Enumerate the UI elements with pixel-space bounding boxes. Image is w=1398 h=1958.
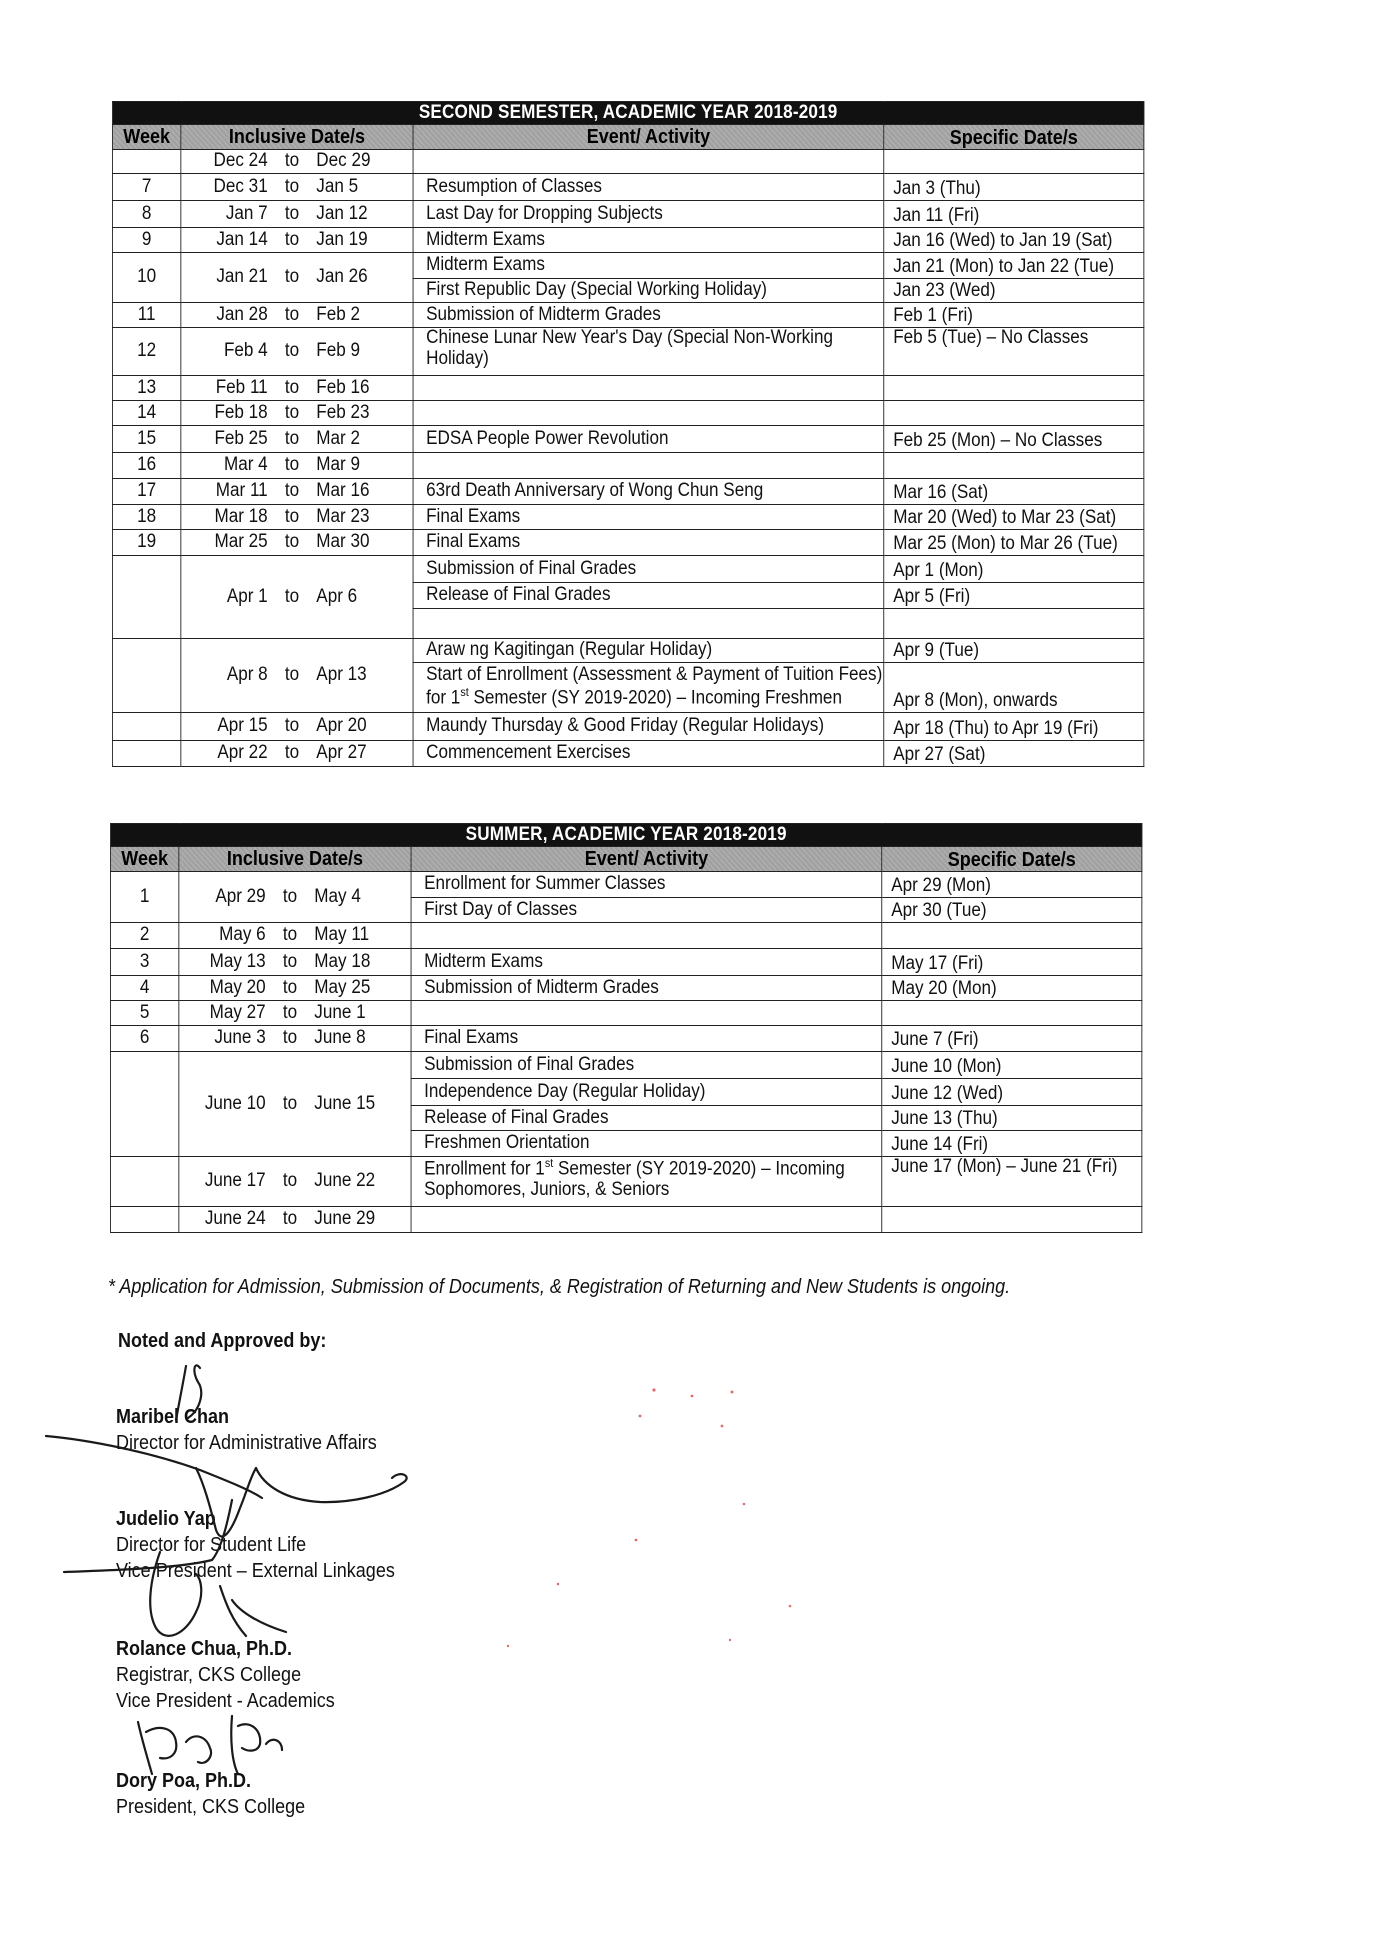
specific-date-cell: Feb 25 (Mon) – No Classes bbox=[884, 426, 1144, 453]
week-cell: 7 bbox=[112, 174, 180, 201]
date-range-cell bbox=[181, 453, 413, 479]
specific-date-cell: Apr 30 (Tue) bbox=[882, 898, 1142, 923]
specific-date-cell: Apr 1 (Mon) bbox=[884, 556, 1144, 583]
specific-date-cell: Jan 3 (Thu) bbox=[884, 174, 1144, 201]
range-start: May 20 bbox=[209, 976, 266, 998]
column-header-event: Event/ Activity bbox=[413, 125, 884, 150]
week-cell: 9 bbox=[112, 228, 180, 253]
signatory-block bbox=[116, 1768, 305, 1820]
range-to: to bbox=[284, 175, 300, 197]
week-cell: 18 bbox=[112, 505, 180, 530]
range-end: Feb 9 bbox=[316, 340, 361, 362]
range-to: to bbox=[284, 664, 300, 686]
column-header-week: Week bbox=[112, 125, 180, 150]
table-row bbox=[112, 741, 1143, 767]
date-range-cell bbox=[181, 253, 413, 303]
week-cell: 12 bbox=[112, 328, 180, 376]
event-cell bbox=[413, 609, 884, 639]
week-cell: 4 bbox=[110, 976, 178, 1001]
date-range-cell bbox=[179, 1207, 411, 1233]
week-cell bbox=[110, 1207, 178, 1233]
range-start: June 24 bbox=[204, 1208, 266, 1230]
range-start: Mar 18 bbox=[214, 505, 268, 527]
week-cell bbox=[112, 150, 180, 174]
week-cell bbox=[112, 741, 180, 767]
signatory-title: Director for Student Life bbox=[116, 1534, 307, 1556]
specific-date-cell bbox=[882, 923, 1142, 949]
date-range bbox=[181, 665, 412, 686]
specific-date-cell: May 17 (Fri) bbox=[882, 949, 1142, 976]
table-row bbox=[110, 1052, 1141, 1079]
week-cell: 17 bbox=[112, 479, 180, 505]
range-start: Apr 22 bbox=[217, 742, 268, 764]
specific-date-cell: June 7 (Fri) bbox=[882, 1026, 1142, 1052]
signatory-block bbox=[116, 1506, 395, 1584]
specific-date-cell: Jan 23 (Wed) bbox=[884, 279, 1144, 303]
date-range-cell bbox=[181, 556, 413, 639]
range-start: Jan 14 bbox=[216, 228, 268, 250]
table-row bbox=[112, 303, 1143, 328]
range-start: May 27 bbox=[209, 1001, 266, 1023]
range-start: Apr 1 bbox=[226, 585, 268, 607]
specific-date-cell: June 17 (Mon) – June 21 (Fri) bbox=[882, 1157, 1142, 1207]
date-range-cell bbox=[179, 949, 411, 976]
event-cell: Submission of Final Grades bbox=[411, 1052, 882, 1079]
signatory-title: President, CKS College bbox=[116, 1796, 306, 1818]
range-end: May 4 bbox=[314, 885, 361, 907]
table-row bbox=[112, 228, 1143, 253]
event-cell: Final Exams bbox=[413, 505, 884, 530]
range-end: June 22 bbox=[314, 1170, 376, 1192]
date-range-cell bbox=[181, 150, 413, 174]
specific-date-cell bbox=[884, 453, 1144, 479]
event-cell: Freshmen Orientation bbox=[411, 1131, 882, 1157]
range-start: Dec 24 bbox=[213, 150, 268, 172]
date-range-cell bbox=[181, 228, 413, 253]
date-range bbox=[181, 403, 412, 424]
date-range-cell bbox=[181, 401, 413, 426]
range-start: June 17 bbox=[204, 1170, 266, 1192]
range-start: May 6 bbox=[219, 924, 266, 946]
table-row bbox=[112, 556, 1143, 583]
range-end: Mar 30 bbox=[316, 531, 370, 553]
date-range bbox=[181, 481, 412, 502]
range-start: Jan 28 bbox=[216, 303, 268, 325]
date-range bbox=[179, 1028, 410, 1049]
week-cell: 14 bbox=[112, 401, 180, 426]
range-end: Feb 2 bbox=[316, 303, 361, 325]
week-cell: 3 bbox=[110, 949, 178, 976]
specific-date-cell: Jan 16 (Wed) to Jan 19 (Sat) bbox=[884, 228, 1144, 253]
range-to: to bbox=[284, 454, 300, 476]
date-range bbox=[181, 743, 412, 764]
range-start: Jan 21 bbox=[216, 266, 268, 288]
range-end: Mar 23 bbox=[316, 505, 370, 527]
range-start: Feb 11 bbox=[215, 376, 268, 398]
signatory-name: Maribel Chan bbox=[116, 1406, 230, 1428]
table-row bbox=[112, 713, 1143, 741]
specific-date-cell bbox=[882, 1001, 1142, 1026]
table-row bbox=[110, 872, 1141, 898]
range-start: Apr 29 bbox=[215, 885, 266, 907]
range-start: Apr 8 bbox=[226, 664, 268, 686]
range-end: Apr 6 bbox=[316, 585, 358, 607]
specific-date-cell: May 20 (Mon) bbox=[882, 976, 1142, 1001]
specific-date-cell: Feb 5 (Tue) – No Classes bbox=[884, 328, 1144, 376]
date-range bbox=[181, 587, 412, 608]
range-to: to bbox=[282, 1170, 298, 1192]
week-cell: 6 bbox=[110, 1026, 178, 1052]
date-range-cell bbox=[179, 1052, 411, 1157]
week-cell bbox=[112, 639, 180, 713]
date-range bbox=[179, 1003, 410, 1024]
table-row bbox=[110, 1026, 1141, 1052]
range-end: May 25 bbox=[314, 976, 371, 998]
table-row bbox=[112, 174, 1143, 201]
date-range-cell bbox=[181, 713, 413, 741]
range-start: Dec 31 bbox=[213, 175, 268, 197]
date-range bbox=[181, 305, 412, 326]
date-range bbox=[181, 267, 412, 288]
event-cell: Last Day for Dropping Subjects bbox=[413, 201, 884, 228]
signatory-title: Director for Administrative Affairs bbox=[116, 1432, 377, 1454]
table-row bbox=[112, 201, 1143, 228]
table-title: SUMMER, ACADEMIC YEAR 2018-2019 bbox=[110, 824, 1141, 847]
event-cell: Midterm Exams bbox=[413, 253, 884, 279]
week-cell bbox=[110, 1052, 178, 1157]
specific-date-cell bbox=[884, 376, 1144, 401]
table-title: SECOND SEMESTER, ACADEMIC YEAR 2018-2019 bbox=[112, 102, 1143, 125]
range-start: Feb 25 bbox=[214, 427, 268, 449]
summer-table bbox=[110, 823, 1142, 1233]
week-cell: 10 bbox=[112, 253, 180, 303]
table-row bbox=[112, 328, 1143, 376]
range-to: to bbox=[284, 427, 300, 449]
column-header-specific: Specific Date/s bbox=[882, 847, 1142, 872]
range-start: June 3 bbox=[214, 1027, 266, 1049]
event-cell: Submission of Midterm Grades bbox=[411, 976, 882, 1001]
event-cell: Independence Day (Regular Holiday) bbox=[411, 1079, 882, 1106]
specific-date-cell: June 12 (Wed) bbox=[882, 1079, 1142, 1106]
range-to: to bbox=[284, 480, 300, 502]
range-to: to bbox=[284, 202, 300, 224]
specific-date-cell: Mar 16 (Sat) bbox=[884, 479, 1144, 505]
date-range-cell bbox=[181, 201, 413, 228]
range-end: Dec 29 bbox=[316, 150, 371, 172]
range-to: to bbox=[284, 401, 300, 423]
week-cell bbox=[112, 556, 180, 639]
range-end: Jan 26 bbox=[316, 266, 368, 288]
event-cell bbox=[413, 150, 884, 174]
date-range bbox=[181, 341, 412, 362]
range-to: to bbox=[284, 340, 300, 362]
specific-date-cell: Mar 20 (Wed) to Mar 23 (Sat) bbox=[884, 505, 1144, 530]
week-cell: 11 bbox=[112, 303, 180, 328]
date-range-cell bbox=[181, 303, 413, 328]
range-start: Feb 18 bbox=[214, 401, 268, 423]
range-end: May 11 bbox=[314, 924, 370, 946]
event-cell: First Republic Day (Special Working Holiday) bbox=[413, 279, 884, 303]
table-body bbox=[112, 150, 1143, 767]
range-end: Feb 23 bbox=[316, 401, 370, 423]
event-cell: Enrollment for Summer Classes bbox=[411, 872, 882, 898]
range-to: to bbox=[284, 742, 300, 764]
signatory-name: Dory Poa, Ph.D. bbox=[116, 1770, 252, 1792]
event-cell: Enrollment for 1st Semester (SY 2019-2020) – Incoming Sophomores, Juniors, & Seniors bbox=[411, 1157, 882, 1207]
approval-heading: Noted and Approved by: bbox=[118, 1330, 327, 1352]
specific-date-cell: June 14 (Fri) bbox=[882, 1131, 1142, 1157]
range-start: May 13 bbox=[209, 950, 266, 972]
range-start: Jan 7 bbox=[225, 202, 268, 224]
date-range bbox=[181, 455, 412, 476]
signatory-title: Vice President – External Linkages bbox=[116, 1560, 395, 1582]
range-to: to bbox=[284, 266, 300, 288]
column-header-event: Event/ Activity bbox=[411, 847, 882, 872]
specific-date-cell bbox=[884, 609, 1144, 639]
date-range bbox=[179, 1171, 410, 1192]
range-to: to bbox=[282, 924, 298, 946]
date-range-cell bbox=[181, 530, 413, 556]
date-range bbox=[181, 532, 412, 553]
event-cell: Midterm Exams bbox=[413, 228, 884, 253]
range-to: to bbox=[284, 531, 300, 553]
date-range bbox=[181, 204, 412, 225]
table-row bbox=[110, 1207, 1141, 1233]
event-cell: Start of Enrollment (Assessment & Payment of Tuition Fees) for 1st Semester (SY 2019-2020) – Incoming Freshmen bbox=[413, 663, 884, 713]
signatory-title: Vice President - Academics bbox=[116, 1690, 335, 1712]
week-cell bbox=[112, 713, 180, 741]
date-range-cell bbox=[179, 923, 411, 949]
range-start: Mar 25 bbox=[214, 531, 268, 553]
signatory-title: Registrar, CKS College bbox=[116, 1664, 302, 1686]
event-cell bbox=[413, 401, 884, 426]
range-end: Mar 16 bbox=[316, 480, 370, 502]
column-header-specific: Specific Date/s bbox=[884, 125, 1144, 150]
range-to: to bbox=[284, 376, 300, 398]
table-row bbox=[112, 426, 1143, 453]
event-cell bbox=[411, 1001, 882, 1026]
range-end: Feb 16 bbox=[316, 376, 370, 398]
specific-date-cell: Apr 18 (Thu) to Apr 19 (Fri) bbox=[884, 713, 1144, 741]
specific-date-cell: Jan 21 (Mon) to Jan 22 (Tue) bbox=[884, 253, 1144, 279]
range-to: to bbox=[284, 585, 300, 607]
date-range-cell bbox=[179, 1001, 411, 1026]
specific-date-cell: June 10 (Mon) bbox=[882, 1052, 1142, 1079]
date-range-cell bbox=[179, 1026, 411, 1052]
event-cell: Resumption of Classes bbox=[413, 174, 884, 201]
date-range-cell bbox=[181, 639, 413, 713]
range-end: June 15 bbox=[314, 1092, 376, 1114]
range-start: June 10 bbox=[204, 1092, 266, 1114]
range-to: to bbox=[284, 715, 300, 737]
table-row bbox=[112, 150, 1143, 174]
signature-poa bbox=[138, 1716, 282, 1774]
range-end: June 29 bbox=[314, 1208, 376, 1230]
column-header-week: Week bbox=[110, 847, 178, 872]
table-body bbox=[110, 872, 1141, 1233]
date-range-cell bbox=[179, 976, 411, 1001]
range-end: May 18 bbox=[314, 950, 371, 972]
range-end: Apr 27 bbox=[316, 742, 367, 764]
date-range bbox=[181, 716, 412, 737]
range-end: Jan 19 bbox=[316, 228, 368, 250]
table-row bbox=[112, 253, 1143, 279]
date-range bbox=[181, 507, 412, 528]
date-range bbox=[181, 429, 412, 450]
week-cell: 13 bbox=[112, 376, 180, 401]
range-to: to bbox=[282, 1001, 298, 1023]
table-row bbox=[112, 530, 1143, 556]
specific-date-cell bbox=[884, 150, 1144, 174]
event-cell: 63rd Death Anniversary of Wong Chun Seng bbox=[413, 479, 884, 505]
table-row bbox=[110, 976, 1141, 1001]
signatory-block bbox=[116, 1636, 335, 1714]
specific-date-cell: Apr 27 (Sat) bbox=[884, 741, 1144, 767]
date-range-cell bbox=[181, 174, 413, 201]
event-cell: Release of Final Grades bbox=[411, 1106, 882, 1131]
range-start: Mar 4 bbox=[223, 454, 268, 476]
event-cell: Araw ng Kagitingan (Regular Holiday) bbox=[413, 639, 884, 663]
date-range-cell bbox=[181, 328, 413, 376]
range-to: to bbox=[282, 1027, 298, 1049]
date-range bbox=[179, 978, 410, 999]
week-cell: 8 bbox=[112, 201, 180, 228]
second-semester-table bbox=[112, 101, 1144, 767]
specific-date-cell: Mar 25 (Mon) to Mar 26 (Tue) bbox=[884, 530, 1144, 556]
week-cell: 19 bbox=[112, 530, 180, 556]
event-cell bbox=[411, 923, 882, 949]
date-range bbox=[181, 177, 412, 198]
range-start: Feb 4 bbox=[223, 340, 268, 362]
range-end: Jan 12 bbox=[316, 202, 368, 224]
range-end: Mar 2 bbox=[316, 427, 361, 449]
range-end: June 1 bbox=[314, 1001, 366, 1023]
table-row bbox=[110, 949, 1141, 976]
table-row bbox=[112, 479, 1143, 505]
date-range bbox=[181, 378, 412, 399]
range-to: to bbox=[282, 1208, 298, 1230]
specific-date-cell: Apr 29 (Mon) bbox=[882, 872, 1142, 898]
event-cell bbox=[413, 453, 884, 479]
event-cell: Release of Final Grades bbox=[413, 583, 884, 609]
date-range-cell bbox=[181, 741, 413, 767]
date-range-cell bbox=[181, 479, 413, 505]
specific-date-cell: Jan 11 (Fri) bbox=[884, 201, 1144, 228]
date-range-cell bbox=[181, 505, 413, 530]
table-row bbox=[112, 505, 1143, 530]
event-cell: EDSA People Power Revolution bbox=[413, 426, 884, 453]
event-cell bbox=[411, 1207, 882, 1233]
event-cell: Submission of Midterm Grades bbox=[413, 303, 884, 328]
event-cell: Midterm Exams bbox=[411, 949, 882, 976]
range-to: to bbox=[284, 228, 300, 250]
table-row bbox=[110, 1001, 1141, 1026]
date-range-cell bbox=[179, 872, 411, 923]
event-cell bbox=[413, 376, 884, 401]
date-range bbox=[179, 1094, 410, 1115]
signatory-name: Judelio Yap bbox=[116, 1508, 216, 1530]
date-range-cell bbox=[181, 426, 413, 453]
range-to: to bbox=[282, 885, 298, 907]
event-cell: Commencement Exercises bbox=[413, 741, 884, 767]
table-row bbox=[112, 376, 1143, 401]
event-cell: Submission of Final Grades bbox=[413, 556, 884, 583]
specific-date-cell bbox=[882, 1207, 1142, 1233]
range-start: Mar 11 bbox=[215, 480, 268, 502]
date-range bbox=[179, 887, 410, 908]
column-header-dates: Inclusive Date/s bbox=[179, 847, 411, 872]
week-cell: 5 bbox=[110, 1001, 178, 1026]
range-end: June 8 bbox=[314, 1027, 366, 1049]
specific-date-cell bbox=[884, 401, 1144, 426]
date-range bbox=[181, 151, 412, 172]
table-row bbox=[112, 639, 1143, 663]
table-row bbox=[110, 923, 1141, 949]
range-to: to bbox=[282, 976, 298, 998]
range-end: Apr 20 bbox=[316, 715, 367, 737]
range-to: to bbox=[284, 303, 300, 325]
range-end: Jan 5 bbox=[316, 175, 359, 197]
range-to: to bbox=[284, 150, 300, 172]
date-range-cell bbox=[179, 1157, 411, 1207]
event-cell: Chinese Lunar New Year's Day (Special Non-Working Holiday) bbox=[413, 328, 884, 376]
week-cell: 15 bbox=[112, 426, 180, 453]
date-range bbox=[179, 1209, 410, 1230]
event-cell: Final Exams bbox=[413, 530, 884, 556]
column-header-dates: Inclusive Date/s bbox=[181, 125, 413, 150]
week-cell bbox=[110, 1157, 178, 1207]
footnote: * Application for Admission, Submission of Documents, & Registration of Returning and New Students is ongoing. bbox=[108, 1276, 1011, 1298]
week-cell: 1 bbox=[110, 872, 178, 923]
range-to: to bbox=[282, 1092, 298, 1114]
week-cell: 16 bbox=[112, 453, 180, 479]
week-cell: 2 bbox=[110, 923, 178, 949]
signatory-name: Rolance Chua, Ph.D. bbox=[116, 1638, 293, 1660]
date-range bbox=[179, 925, 410, 946]
signatory-block bbox=[116, 1404, 377, 1456]
table-row bbox=[110, 1157, 1141, 1207]
date-range bbox=[181, 230, 412, 251]
table-row bbox=[112, 401, 1143, 426]
date-range-cell bbox=[181, 376, 413, 401]
specific-date-cell: Apr 5 (Fri) bbox=[884, 583, 1144, 609]
table-row bbox=[112, 453, 1143, 479]
range-end: Mar 9 bbox=[316, 454, 361, 476]
specific-date-cell: June 13 (Thu) bbox=[882, 1106, 1142, 1131]
range-start: Apr 15 bbox=[217, 715, 268, 737]
specific-date-cell: Apr 8 (Mon), onwards bbox=[884, 663, 1144, 713]
range-to: to bbox=[284, 505, 300, 527]
specific-date-cell: Feb 1 (Fri) bbox=[884, 303, 1144, 328]
specific-date-cell: Apr 9 (Tue) bbox=[884, 639, 1144, 663]
range-to: to bbox=[282, 950, 298, 972]
event-cell: Maundy Thursday & Good Friday (Regular Holidays) bbox=[413, 713, 884, 741]
date-range bbox=[179, 952, 410, 973]
event-cell: First Day of Classes bbox=[411, 898, 882, 923]
event-cell: Final Exams bbox=[411, 1026, 882, 1052]
range-end: Apr 13 bbox=[316, 664, 367, 686]
